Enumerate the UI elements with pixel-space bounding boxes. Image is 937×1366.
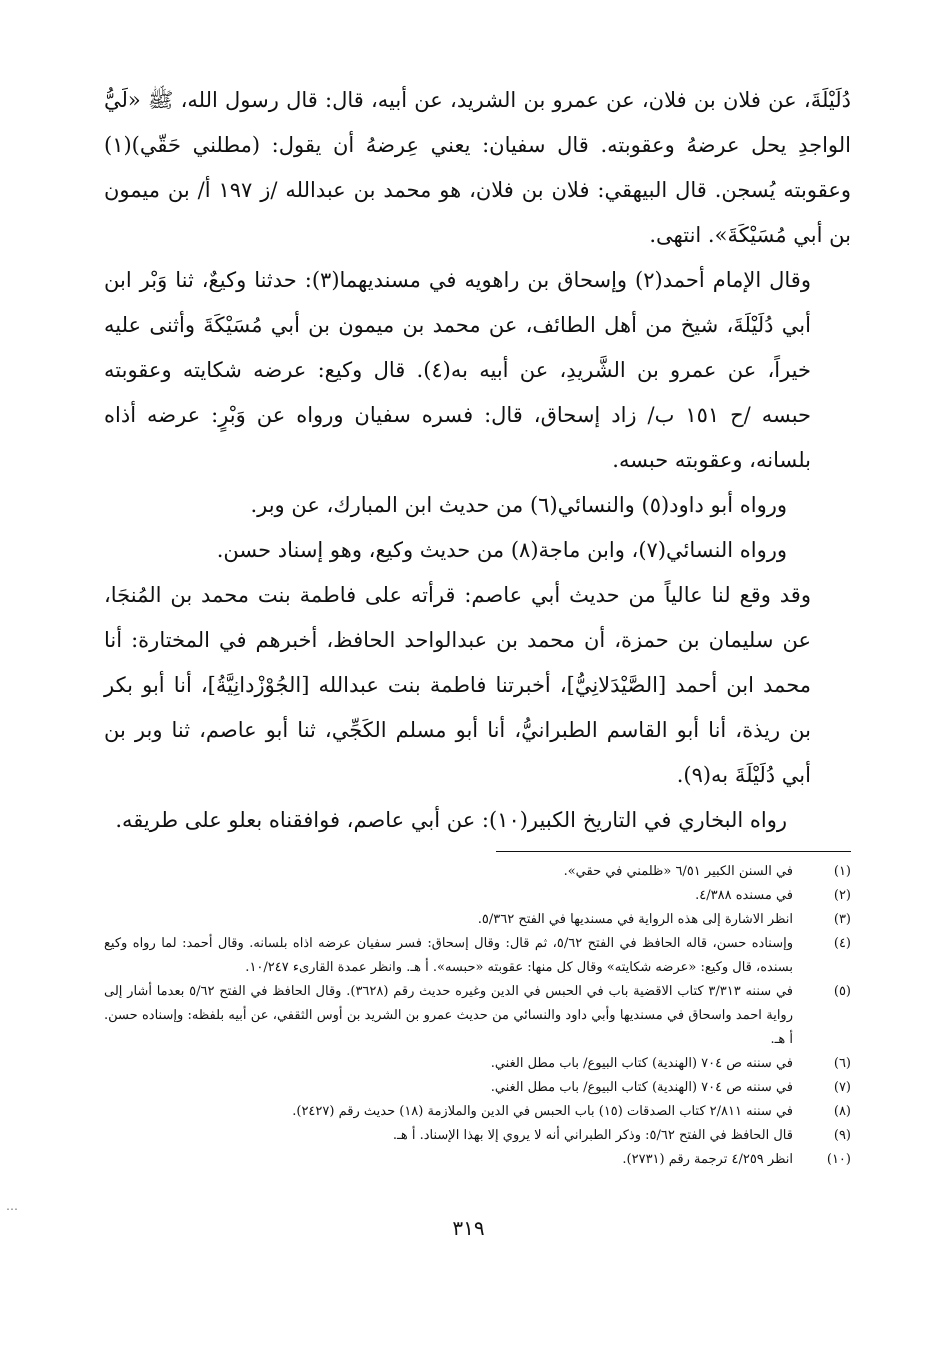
- footnote: [104, 980, 851, 1052]
- footnote-separator: [496, 851, 851, 852]
- paragraph-2: وقال الإمام أحمد(٢) وإسحاق بن راهويه في مسنديهما(٣): حدثنا وكيعٌ، ثنا وَبْر ابن أبي دُلَيْلَةَ، شيخ من أهل الطائف، عن محمد بن ميمون بن أبي مُسَيْكَةَ وأثنى عليه خيراً، عن عمرو بن الشَّريدِ، عن أبيه به(٤). قال وكيع: عرضه شكايته وعقوبته حبسه /ح ١٥١ ب/ زاد إسحاق، قال: فسره سفيان ورواه عن وَبْرٍ: عرضه أذاه بلسانه، وعقوبته حبسه.: [104, 268, 812, 472]
- paragraph-3: ورواه أبو داود(٥) والنسائي(٦) من حديث ابن المبارك، عن وبر.: [250, 493, 787, 517]
- footnote-text: في مسنده ٤/٣٨٨.: [695, 888, 793, 903]
- footnote-text: وإسناده حسن، قاله الحافظ في الفتح ٥/٦٢، ثم قال: وقال إسحاق: فسر سفيان عرضه اذاه بلسانه. وقال أحمد: لما رواه وكيع بسنده، قال وكيع: «عرضه شكايته» وقال كل منها: عقوبته «حبسه». أ هـ. وانظر عمدة القارىء ١٠/٢٤٧.: [104, 936, 793, 975]
- main-text: [104, 78, 851, 843]
- footnote-text: في سننه ص ٧٠٤ (الهندية) كتاب البيوع/ باب مطل الغني.: [490, 1080, 793, 1095]
- footnote-number: (٨): [833, 1104, 851, 1119]
- footnote-number: (٣): [833, 912, 851, 927]
- footnote-number: (٥): [833, 984, 851, 999]
- footnote: [104, 1124, 851, 1148]
- footnote-number: (٦): [833, 1056, 851, 1071]
- footnote: [104, 1148, 851, 1172]
- footnote-text: في سننه ٣/٣١٣ كتاب الاقضية باب في الحبس في الدين وغيره حديث رقم (٣٦٢٨). وقال الحافظ في الفتح ٥/٦٢ بعدما أشار إلى رواية احمد واسحاق في مسنديها وأبي داود والنسائي من حديث عمرو بن الشريد بن أوس الثقفي، عن أبيه بلفظه: وإسناده حسن. أ هـ.: [104, 984, 793, 1047]
- footnote-text: انظر الاشارة إلى هذه الرواية في مسنديها في الفتح ٥/٣٦٢.: [477, 912, 793, 927]
- footnote-text: في سننه ٢/٨١١ كتاب الصدقات (١٥) باب الحبس في الدين والملازمة (١٨) حديث رقم (٢٤٢٧).: [292, 1104, 793, 1119]
- footnote-number: (٧): [833, 1080, 851, 1095]
- footnote-number: (٤): [833, 936, 851, 951]
- footnote: [104, 884, 851, 908]
- footnotes: [104, 860, 851, 1172]
- paragraph-4: ورواه النسائي(٧)، وابن ماجة(٨) من حديث وكيع، وهو إسناد حسن.: [216, 538, 787, 562]
- footnote-text: انظر ٤/٢٥٩ ترجمة رقم (٢٧٣١).: [622, 1152, 793, 1167]
- footnote-number: (٩): [833, 1128, 851, 1143]
- footnote: [104, 1052, 851, 1076]
- scan-edge-mark: ⋯: [6, 1202, 18, 1216]
- paragraph-1: دُلَيْلَةَ، عن فلان بن فلان، عن عمرو بن الشريد، عن أبيه، قال: قال رسول الله، ﷺ «لَيُّ الواجدِ يحل عرضهُ وعقوبته. قال سفيان: يعني عِرضهُ أن يقول: (مطلني حَقّي)(١) وعقوبته يُسجن. قال البيهقي: فلان بن فلان، هو محمد بن عبدالله /ز ١٩٧ أ/ بن ميمون بن أبي مُسَيْكَةَ». انتهى.: [104, 88, 852, 247]
- footnote: [104, 1076, 851, 1100]
- paragraph-5: وقد وقع لنا عالياً من حديث أبي عاصم: قرأته على فاطمة بنت محمد بن المُنجَا، عن سليمان بن حمزة، أن محمد بن عبدالواحد الحافظ، أخبرهم في المختارة: أنا محمد ابن أحمد [الصَّيْدَلانِيُّ]، أخبرتنا فاطمة بنت عبدالله [الجُوْزْدانِيَّةُ]، أنا أبو بكر بن ريذة، أنا أبو القاسم الطبرانيُّ، أنا أبو مسلم الكَجِّي، ثنا أبو عاصم، ثنا وبر بن أبي دُلَيْلَةَ به(٩).: [104, 583, 811, 787]
- footnote: [104, 908, 851, 932]
- footnote-number: (٢): [833, 888, 851, 903]
- footnote-number: (١): [833, 864, 851, 879]
- paragraph-6: رواه البخاري في التاريخ الكبير(١٠): عن أبي عاصم، فوافقناه بعلو على طريقه.: [115, 808, 787, 832]
- footnote: [104, 860, 851, 884]
- footnote: [104, 1100, 851, 1124]
- footnote-number: (١٠): [826, 1152, 851, 1167]
- footnote: [104, 932, 851, 980]
- footnote-text: في سننه ص ٧٠٤ (الهندية) كتاب البيوع/ باب مطل الغني.: [490, 1056, 793, 1071]
- page-number: ٣١٩: [452, 1216, 485, 1240]
- footnote-text: في السنن الكبير ٦/٥١ «ظلمني في حقي».: [563, 864, 793, 879]
- footnote-text: قال الحافظ في الفتح ٥/٦٢: وذكر الطبراني أنه لا يروي إلا بهذا الإسناد. أ هـ.: [392, 1128, 793, 1143]
